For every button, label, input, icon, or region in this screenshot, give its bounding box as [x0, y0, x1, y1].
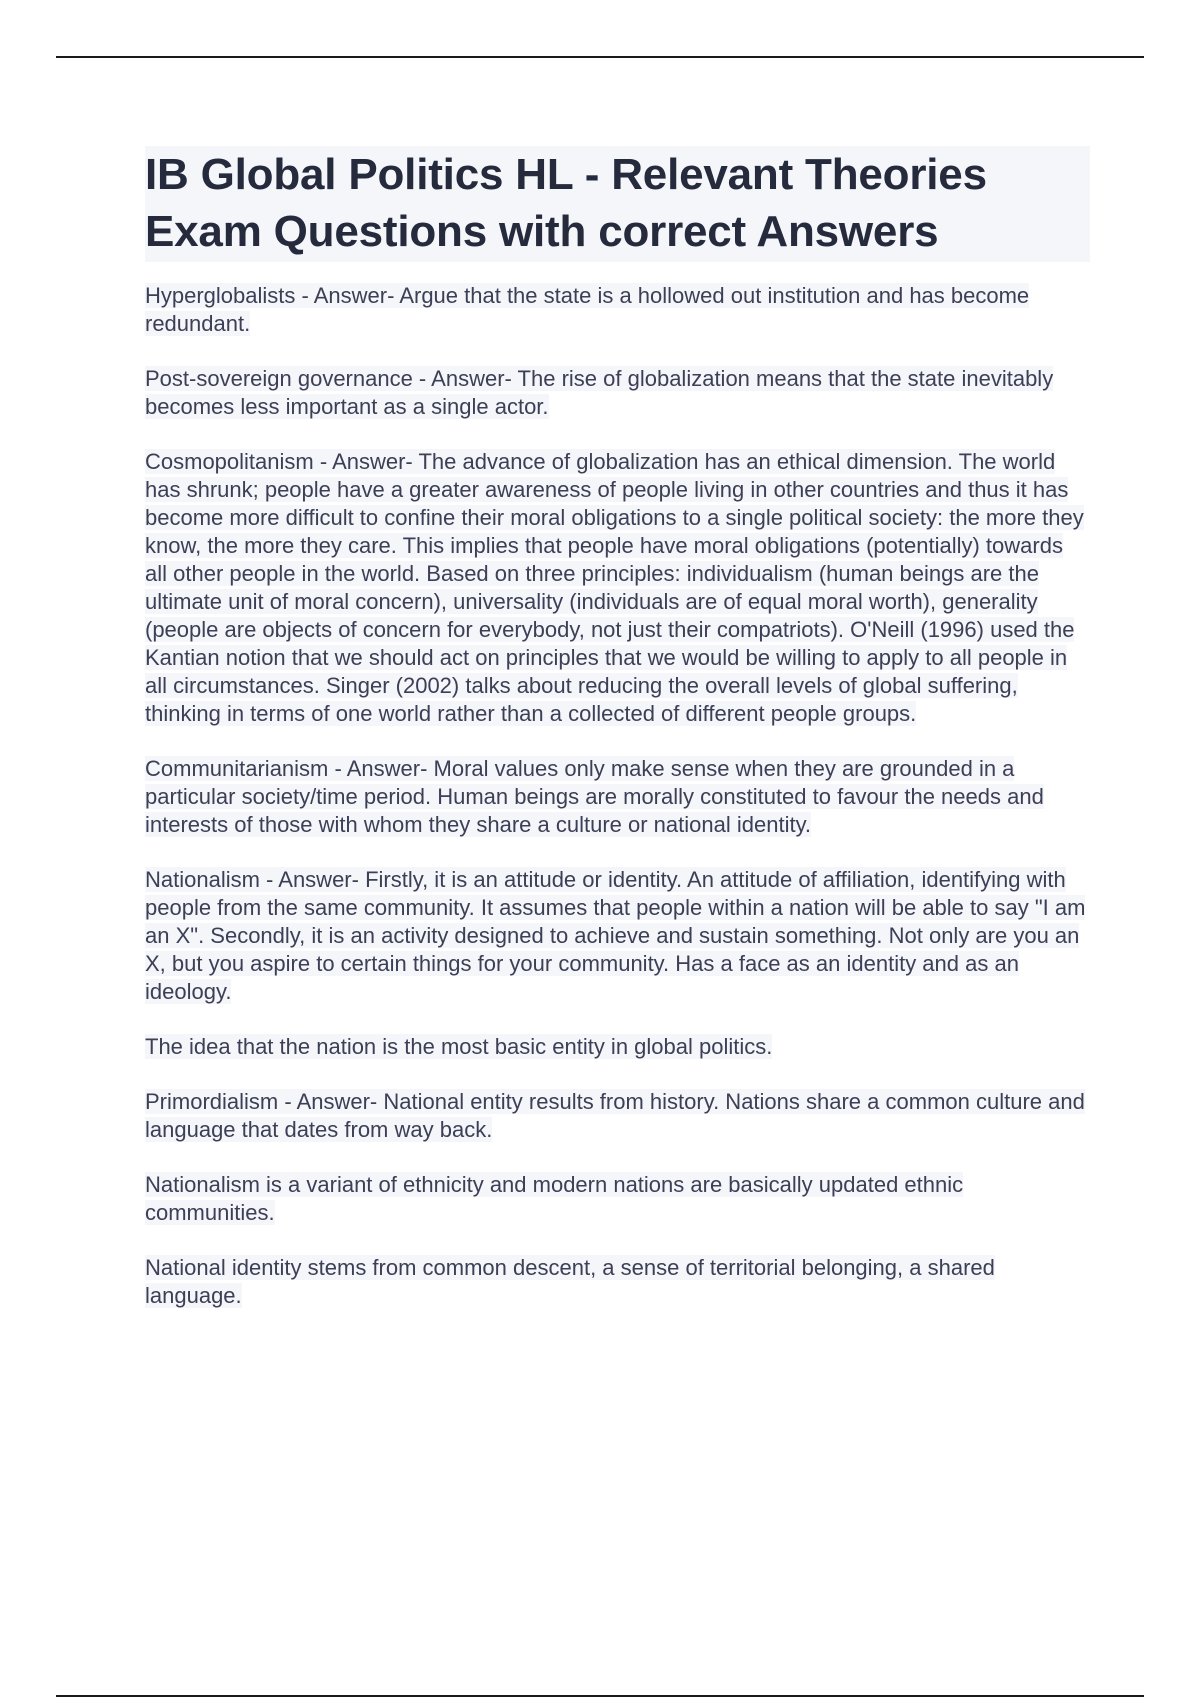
entry-hyperglobalists: [145, 282, 1090, 338]
entry-nation-basic-entity: [145, 1033, 1090, 1061]
entry-nationalism: [145, 866, 1090, 1006]
entry-national-identity: [145, 1254, 1090, 1310]
entry-post-sovereign-governance: [145, 365, 1090, 421]
entry-text: Primordialism - Answer- National entity results from history. Nations share a common culture and language that dates from way back.: [145, 1089, 1085, 1142]
top-rule: [56, 56, 1144, 58]
document-body: [145, 146, 1090, 1337]
entry-primordialism: [145, 1088, 1090, 1144]
entry-text: Hyperglobalists - Answer- Argue that the state is a hollowed out institution and has become redundant.: [145, 283, 1030, 336]
document-title: IB Global Politics HL - Relevant Theories Exam Questions with correct Answers: [145, 146, 1090, 262]
entry-communitarianism: [145, 755, 1090, 839]
entry-text: Nationalism - Answer- Firstly, it is an attitude or identity. An attitude of affiliation, identifying with people from the same community. It assumes that people within a nation will be able to say "I am an X". Secondly, it is an activity designed to achieve and sustain something. Not only are you an X, but you aspire to certain things for your community. Has a face as an identity and as an ideology.: [145, 867, 1086, 1004]
entry-text: National identity stems from common descent, a sense of territorial belonging, a shared language.: [145, 1255, 995, 1308]
entry-text: Nationalism is a variant of ethnicity and modern nations are basically updated ethnic communities.: [145, 1172, 964, 1225]
entry-text: Cosmopolitanism - Answer- The advance of globalization has an ethical dimension. The world has shrunk; people have a greater awareness of people living in other countries and thus it has become more difficult to confine their moral obligations to a single political society: the more they know, the more they care. This implies that people have moral obligations (potentially) towards all other people in the world. Based on three principles: individualism (human beings are the ultimate unit of moral concern), universality (individuals are of equal moral worth), generality (people are objects of concern for everybody, not just their compatriots). O'Neill (1996) used the Kantian notion that we should act on principles that we would be willing to apply to all people in all circumstances. Singer (2002) talks about reducing the overall levels of global suffering, thinking in terms of one world rather than a collected of different people groups.: [145, 449, 1084, 726]
entry-text: Communitarianism - Answer- Moral values only make sense when they are grounded in a particular society/time period. Human beings are morally constituted to favour the needs and interests of those with whom they share a culture or national identity.: [145, 756, 1044, 837]
bottom-rule: [56, 1695, 1144, 1697]
entry-text: The idea that the nation is the most basic entity in global politics.: [145, 1034, 773, 1059]
entries-list: [145, 282, 1090, 1310]
entry-text: Post-sovereign governance - Answer- The rise of globalization means that the state inevitably becomes less important as a single actor.: [145, 366, 1054, 419]
entry-cosmopolitanism: [145, 448, 1090, 728]
entry-nationalism-ethnicity: [145, 1171, 1090, 1227]
